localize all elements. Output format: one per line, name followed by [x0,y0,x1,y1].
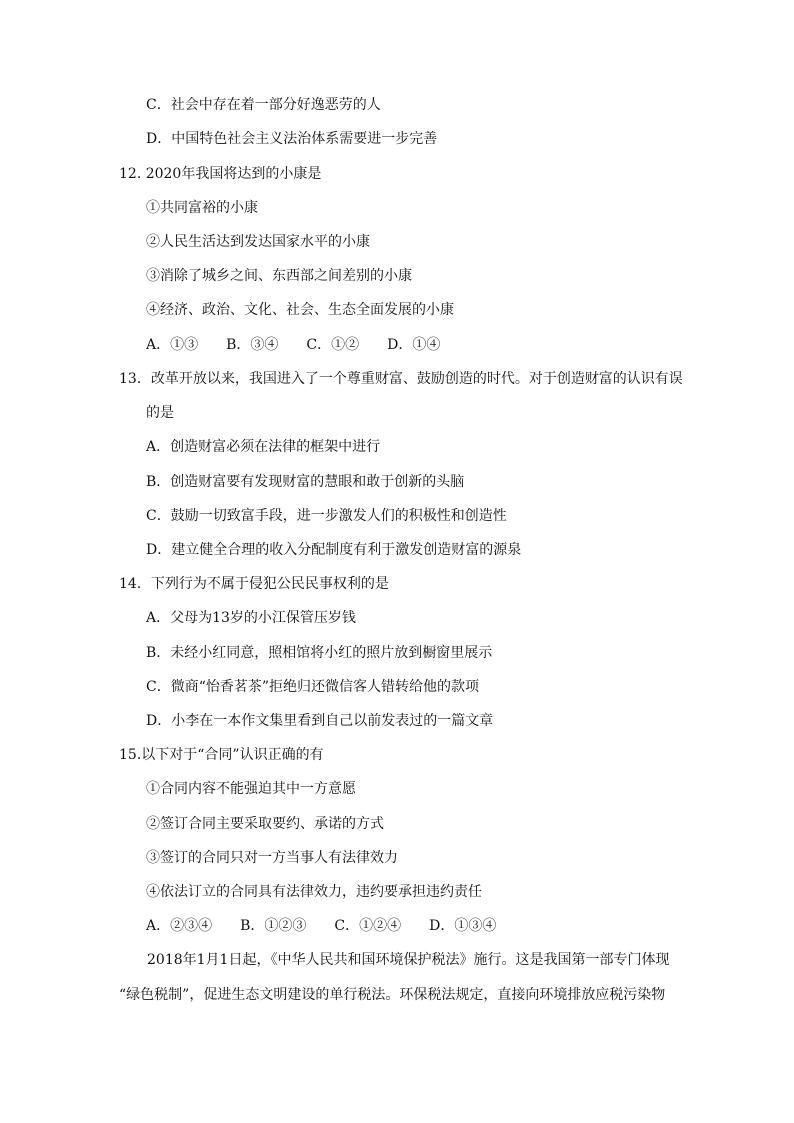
q14-option-b: B．未经小红同意，照相馆将小红的照片放到橱窗里展示 [146,645,493,661]
q15-item-4: ④依法订立的合同具有法律效力，违约要承担违约责任 [146,884,482,900]
q13-option-c: C．鼓励一切致富手段，进一步激发人们的积极性和创造性 [146,508,507,524]
q14-option-a: A．父母为13岁的小江保管压岁钱 [146,610,356,626]
q14-option-c: C．微商“怡香茗茶”拒绝归还微信客人错转给他的款项 [146,679,480,695]
passage-line-1: 2018年1月1日起，《中华人民共和国环境保护税法》施行。这是我国第一部专门体现 [119,952,670,968]
q12-item-1: ①共同富裕的小康 [146,200,258,216]
q15-stem: 15.以下对于“合同”认识正确的有 [119,747,324,763]
q13-stem-line1: 13．改革开放以来，我国进入了一个尊重财富、鼓励创造的时代。对于创造财富的认识有误 [119,371,683,387]
q12-item-3: ③消除了城乡之间、东西部之间差别的小康 [146,268,412,284]
q12-stem: 12. 2020年我国将达到的小康是 [119,166,322,182]
q15-item-3: ③签订的合同只对一方当事人有法律效力 [146,850,398,866]
q13-option-a: A．创造财富必须在法律的框架中进行 [146,439,381,455]
q15-options: A．②③④ B．①②③ C．①②④ D．①③④ [146,918,497,934]
q11-option-c: C．社会中存在着一部分好逸恶劳的人 [146,97,381,113]
q13-option-b: B．创造财富要有发现财富的慧眼和敢于创新的头脑 [146,474,465,490]
q13-option-d: D．建立健全合理的收入分配制度有利于激发创造财富的源泉 [146,542,522,558]
q13-stem-line2: 的是 [146,405,174,421]
q14-option-d: D．小李在一本作文集里看到自己以前发表过的一篇文章 [146,713,494,729]
q15-item-2: ②签订合同主要采取要约、承诺的方式 [146,816,384,832]
q11-option-d: D．中国特色社会主义法治体系需要进一步完善 [146,131,438,147]
q12-options: A．①③ B．③④ C．①② D．①④ [146,337,441,353]
q14-stem: 14．下列行为不属于侵犯公民民事权利的是 [119,576,389,592]
passage-line-2: “绿色税制”，促进生态文明建设的单行税法。环保税法规定，直接向环境排放应税污染物 [119,987,666,1003]
q12-item-4: ④经济、政治、文化、社会、生态全面发展的小康 [146,302,454,318]
q15-item-1: ①合同内容不能强迫其中一方意愿 [146,781,356,797]
q12-item-2: ②人民生活达到发达国家水平的小康 [146,234,370,250]
